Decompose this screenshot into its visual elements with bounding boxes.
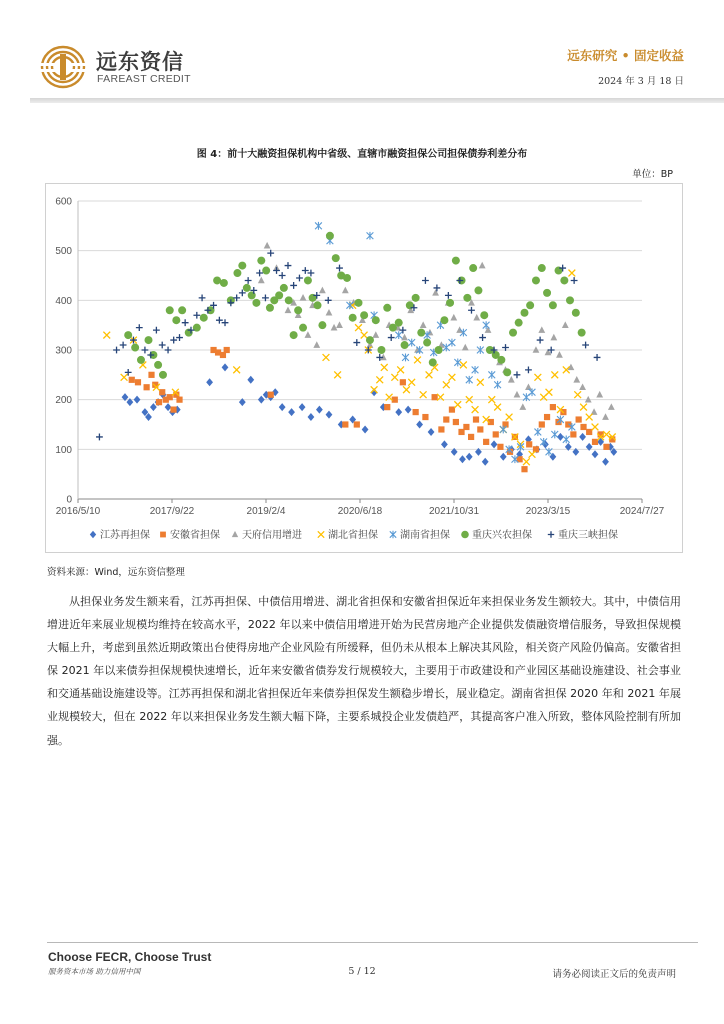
data-point-series-2 (392, 397, 398, 403)
data-point-series-4 (477, 379, 484, 386)
data-point-series-5 (523, 393, 530, 401)
data-point-series-6 (503, 368, 511, 376)
data-point-series-1 (428, 428, 435, 436)
data-point-series-6 (154, 361, 162, 369)
data-point-series-5 (402, 354, 409, 362)
legend-label-5: 湖南省担保 (400, 530, 450, 541)
data-point-series-4 (574, 391, 581, 398)
x-tick-label: 2017/9/22 (149, 506, 195, 517)
data-point-series-6 (248, 291, 256, 299)
data-point-series-4 (449, 374, 456, 381)
data-point-series-1 (150, 403, 157, 411)
data-point-series-4 (592, 424, 599, 431)
data-point-series-2 (148, 372, 154, 378)
data-point-series-2 (539, 421, 545, 427)
y-tick-label: 100 (55, 444, 72, 456)
data-point-series-6 (131, 344, 139, 352)
x-tick-label: 2023/3/15 (525, 506, 571, 517)
data-point-series-2 (443, 416, 449, 422)
legend-marker-5 (390, 531, 396, 538)
data-point-series-6 (294, 306, 302, 314)
data-point-series-5 (488, 371, 495, 379)
data-point-series-2 (570, 431, 576, 437)
data-point-series-3 (342, 287, 349, 294)
data-point-series-4 (534, 374, 541, 381)
legend-label-6: 重庆兴农担保 (472, 530, 532, 541)
data-point-series-3 (556, 351, 563, 358)
data-point-series-6 (220, 279, 228, 287)
data-point-series-3 (519, 403, 526, 410)
data-point-series-7 (594, 354, 601, 361)
data-point-series-3 (319, 287, 326, 294)
data-point-series-6 (243, 284, 251, 292)
legend-label-3: 天府信用增进 (242, 530, 302, 541)
data-point-series-7 (96, 434, 103, 441)
data-point-series-6 (326, 232, 334, 240)
data-point-series-3 (450, 314, 457, 321)
data-point-series-5 (449, 339, 456, 347)
data-point-series-7 (159, 342, 166, 349)
data-point-series-6 (395, 319, 403, 327)
data-point-series-6 (275, 291, 283, 299)
data-point-series-6 (578, 329, 586, 337)
data-point-series-3 (300, 294, 307, 301)
data-point-series-7 (571, 277, 578, 284)
legend-label-2: 安徽省担保 (170, 530, 220, 541)
data-point-series-2 (354, 421, 360, 427)
data-point-series-2 (483, 439, 489, 445)
header-divider (30, 98, 724, 103)
data-point-series-4 (361, 332, 368, 339)
data-point-series-1 (326, 411, 333, 419)
data-point-series-4 (546, 389, 553, 396)
data-point-series-7 (113, 347, 120, 354)
data-point-series-1 (206, 378, 213, 386)
data-point-series-7 (479, 334, 486, 341)
data-point-series-7 (388, 334, 395, 341)
data-point-series-2 (268, 392, 274, 398)
data-point-series-6 (145, 336, 153, 344)
data-point-series-2 (342, 421, 348, 427)
footer-tagline: 服务资本市场 助力信用中国 (48, 967, 141, 976)
data-point-series-6 (435, 346, 443, 354)
data-point-series-1 (258, 396, 265, 404)
data-point-series-7 (525, 366, 532, 373)
data-point-series-4 (376, 376, 383, 383)
data-point-series-3 (479, 262, 486, 269)
data-point-series-6 (159, 371, 167, 379)
data-point-series-6 (474, 286, 482, 294)
data-point-series-7 (468, 307, 475, 314)
data-point-series-6 (401, 341, 409, 349)
data-point-series-2 (453, 419, 459, 425)
data-point-series-2 (129, 377, 135, 383)
data-point-series-4 (403, 386, 410, 393)
data-point-series-3 (514, 391, 521, 398)
data-point-series-6 (166, 306, 174, 314)
data-point-series-6 (452, 257, 460, 265)
data-point-series-6 (280, 284, 288, 292)
x-tick-label: 2020/6/18 (337, 506, 383, 517)
data-point-series-7 (165, 347, 172, 354)
data-point-series-6 (515, 319, 523, 327)
data-point-series-6 (372, 316, 380, 324)
data-point-series-7 (582, 342, 589, 349)
data-point-series-6 (509, 329, 517, 337)
data-point-series-1 (308, 413, 315, 421)
data-point-series-1 (416, 421, 423, 429)
data-point-series-6 (521, 309, 529, 317)
data-point-series-2 (533, 446, 539, 452)
legend-label-7: 重庆三峡担保 (558, 530, 618, 541)
data-point-series-3 (608, 403, 615, 410)
data-point-series-3 (573, 376, 580, 383)
data-point-series-2 (580, 424, 586, 430)
data-point-series-7 (136, 324, 143, 331)
data-point-series-5 (500, 426, 507, 434)
data-point-series-6 (349, 314, 357, 322)
data-point-series-7 (285, 262, 292, 269)
data-point-series-2 (438, 426, 444, 432)
data-point-series-2 (521, 466, 527, 472)
data-point-series-2 (526, 441, 532, 447)
data-point-series-3 (264, 242, 271, 249)
data-point-series-7 (142, 347, 149, 354)
data-point-series-6 (538, 264, 546, 272)
data-point-series-6 (566, 296, 574, 304)
data-point-series-4 (397, 366, 404, 373)
data-point-series-4 (334, 371, 341, 378)
y-tick-label: 400 (55, 295, 72, 307)
data-point-series-6 (532, 276, 540, 284)
data-point-series-1 (441, 440, 448, 448)
data-point-series-7 (193, 312, 200, 319)
data-point-series-7 (245, 277, 252, 284)
data-point-series-4 (381, 364, 388, 371)
spread-scatter-chart (45, 183, 683, 553)
data-point-series-2 (473, 416, 479, 422)
data-point-series-2 (493, 431, 499, 437)
data-point-series-1 (222, 363, 229, 371)
data-point-series-7 (353, 339, 360, 346)
data-point-series-6 (304, 276, 312, 284)
data-point-series-4 (603, 431, 610, 438)
data-point-series-2 (477, 426, 483, 432)
data-point-series-7 (422, 277, 429, 284)
data-point-series-3 (401, 334, 408, 341)
data-point-series-7 (176, 334, 183, 341)
data-point-series-5 (494, 381, 501, 389)
data-point-series-1 (592, 450, 599, 458)
data-point-series-4 (323, 354, 330, 361)
data-point-series-6 (266, 304, 274, 312)
data-point-series-6 (366, 336, 374, 344)
data-point-series-1 (459, 455, 466, 463)
data-point-series-3 (372, 331, 379, 338)
section-title: 远东研究 • 固定收益 (567, 48, 684, 63)
data-point-series-5 (563, 436, 570, 444)
legend-marker-3 (232, 531, 238, 537)
data-point-series-6 (238, 262, 246, 270)
brand-name-english: FAREAST CREDIT (97, 73, 191, 85)
data-point-series-6 (318, 321, 326, 329)
data-point-series-4 (233, 366, 240, 373)
data-point-series-2 (497, 444, 503, 450)
data-point-series-5 (408, 339, 415, 347)
legend-marker-2 (160, 532, 166, 538)
data-point-series-7 (279, 272, 286, 279)
legend-label-4: 湖北省担保 (328, 530, 378, 541)
data-point-series-2 (224, 347, 230, 353)
data-point-series-1 (579, 433, 586, 441)
data-point-series-3 (326, 309, 333, 316)
data-point-series-7 (325, 297, 332, 304)
data-point-series-7 (399, 327, 406, 334)
data-point-series-2 (400, 379, 406, 385)
data-point-series-2 (156, 399, 162, 405)
data-point-series-4 (506, 414, 513, 421)
data-point-series-3 (473, 314, 480, 321)
data-point-series-6 (429, 358, 437, 366)
data-point-series-4 (454, 401, 461, 408)
data-point-series-6 (549, 301, 557, 309)
y-tick-label: 0 (66, 494, 72, 506)
figure-title: 图 4：前十大融资担保机构中省级、直辖市融资担保公司担保债券利差分布 (196, 149, 528, 160)
data-point-series-6 (299, 324, 307, 332)
data-point-series-4 (529, 451, 536, 458)
data-point-series-1 (395, 408, 402, 416)
y-tick-label: 200 (55, 395, 72, 407)
page-number: 5 / 12 (348, 966, 376, 977)
data-point-series-3 (596, 391, 603, 398)
data-point-series-3 (508, 376, 515, 383)
data-point-series-2 (565, 421, 571, 427)
data-point-series-1 (299, 403, 306, 411)
data-point-series-3 (562, 321, 569, 328)
legend-label-1: 江苏再担保 (100, 530, 150, 541)
data-point-series-3 (538, 326, 545, 333)
data-point-series-4 (568, 270, 575, 277)
data-point-series-6 (463, 294, 471, 302)
data-point-series-6 (572, 309, 580, 317)
y-tick-label: 500 (55, 246, 72, 258)
data-point-series-1 (500, 453, 507, 461)
data-point-series-4 (523, 458, 530, 465)
data-point-series-5 (367, 232, 374, 240)
data-point-series-6 (417, 329, 425, 337)
data-point-series-4 (472, 406, 479, 413)
data-point-series-7 (170, 337, 177, 344)
data-point-series-2 (544, 414, 550, 420)
x-tick-label: 2024/7/27 (619, 506, 665, 517)
data-point-series-6 (469, 264, 477, 272)
data-point-series-1 (602, 458, 609, 466)
data-point-series-6 (262, 267, 270, 275)
y-tick-label: 600 (55, 196, 72, 208)
data-point-series-4 (103, 332, 110, 339)
data-point-series-6 (343, 274, 351, 282)
data-point-series-6 (137, 356, 145, 364)
data-point-series-7 (336, 265, 343, 272)
data-point-series-6 (480, 311, 488, 319)
data-point-series-7 (445, 292, 452, 299)
footer-slogan: Choose FECR, Choose Trust (48, 950, 212, 964)
data-point-series-6 (440, 316, 448, 324)
data-point-series-1 (491, 440, 498, 448)
data-point-series-2 (384, 404, 390, 410)
data-point-series-2 (413, 409, 419, 415)
disclaimer-link[interactable]: 请务必阅读正文后的免责声明 (552, 969, 676, 980)
data-point-series-1 (134, 396, 141, 404)
data-point-series-2 (550, 404, 556, 410)
body-paragraph: 从担保业务发生额来看，江苏再担保、中债信用增进、湖北省担保和安徽省担保近年来担保业务发生额较大。其中，中债信用增进近年来展业规模均维持在较高水平，2022 年以来中债信用增进开始为民营房地产企业提供发债融资增信服务，导致担保规模大幅上升，考虑到虽然近期政策出台使得房地产企业风险有所缓释，但仍未从根本上解决其风险，相关资产风险仍偏高。安徽省担保 2021 年以来债券担保规模快速增长，近年来安徽省债券发行规模较大，主要用于市政建设和产业园区基础设施建设、社会事业和交通基础设施建设等。江苏再担保和湖北省担保近年来债券担保发生额稳步增长，展业稳定。湖南省担保 2020 年和 2021 年展业规模较大，但在 2022 年以来担保业务发生额大幅下降，主要系城投企业发债趋严，其提高客户准入所致，整体风险控制有所加强。 (47, 595, 681, 747)
data-point-series-3 (285, 306, 292, 313)
legend-marker-4 (318, 531, 324, 537)
data-point-series-2 (463, 424, 469, 430)
data-point-series-3 (258, 277, 265, 284)
source-note: 资料来源：Wind，远东资信整理 (47, 567, 185, 578)
data-point-series-7 (120, 342, 127, 349)
data-point-series-2 (468, 434, 474, 440)
data-point-series-6 (252, 299, 260, 307)
data-point-series-7 (290, 282, 297, 289)
data-point-series-4 (494, 404, 501, 411)
data-point-series-2 (576, 416, 582, 422)
data-point-series-4 (391, 374, 398, 381)
legend-marker-6 (461, 531, 469, 539)
data-point-series-5 (529, 388, 536, 396)
data-point-series-6 (285, 296, 293, 304)
data-point-series-5 (472, 366, 479, 374)
data-point-series-7 (514, 371, 521, 378)
data-point-series-4 (355, 324, 362, 331)
data-point-series-4 (586, 414, 593, 421)
data-point-series-4 (443, 381, 450, 388)
data-point-series-5 (534, 428, 541, 436)
data-point-series-2 (432, 394, 438, 400)
data-point-series-5 (551, 431, 558, 439)
data-point-series-1 (405, 406, 412, 414)
data-point-series-6 (526, 301, 534, 309)
data-point-series-4 (551, 371, 558, 378)
data-point-series-6 (172, 316, 180, 324)
data-point-series-5 (395, 331, 402, 339)
data-point-series-1 (316, 406, 323, 414)
data-point-series-7 (256, 270, 263, 277)
data-point-series-5 (466, 376, 473, 384)
data-point-series-3 (336, 321, 343, 328)
data-point-series-2 (603, 444, 609, 450)
data-point-series-7 (273, 267, 280, 274)
data-point-series-4 (414, 357, 421, 364)
data-point-series-6 (233, 269, 241, 277)
data-point-series-4 (408, 379, 415, 386)
footer-divider (47, 942, 698, 943)
data-point-series-1 (482, 458, 489, 466)
data-point-series-5 (315, 222, 322, 230)
unit-label: 单位：BP (632, 169, 673, 180)
x-tick-label: 2016/5/10 (55, 506, 101, 517)
data-point-series-7 (296, 275, 303, 282)
data-point-series-7 (433, 285, 440, 292)
data-point-series-6 (360, 311, 368, 319)
legend-marker-1 (90, 531, 96, 539)
data-point-series-3 (432, 289, 439, 296)
data-point-series-4 (420, 391, 427, 398)
data-point-series-2 (135, 379, 141, 385)
fareast-ring-logo-icon (40, 44, 86, 90)
data-point-series-6 (257, 257, 265, 265)
data-point-series-3 (305, 331, 312, 338)
report-date: 2024 年 3 月 18 日 (598, 76, 684, 87)
data-point-series-3 (420, 321, 427, 328)
data-point-series-6 (383, 304, 391, 312)
data-point-series-1 (247, 376, 254, 384)
data-point-series-1 (288, 408, 295, 416)
data-point-series-6 (124, 331, 132, 339)
data-point-series-6 (446, 299, 454, 307)
data-point-series-6 (412, 294, 420, 302)
data-point-series-6 (377, 346, 385, 354)
data-point-series-6 (423, 339, 431, 347)
data-point-series-3 (602, 413, 609, 420)
data-point-series-6 (543, 289, 551, 297)
data-point-series-1 (466, 453, 473, 461)
data-point-series-6 (200, 314, 208, 322)
data-point-series-6 (560, 276, 568, 284)
data-point-series-4 (580, 404, 587, 411)
data-point-series-4 (426, 371, 433, 378)
data-point-series-6 (290, 331, 298, 339)
data-point-series-7 (537, 337, 544, 344)
data-point-series-7 (182, 319, 189, 326)
x-tick-label: 2021/10/31 (428, 506, 480, 517)
data-point-series-3 (313, 341, 320, 348)
data-point-series-5 (546, 448, 553, 456)
data-point-series-3 (579, 383, 586, 390)
data-point-series-2 (422, 414, 428, 420)
data-point-series-7 (153, 327, 160, 334)
data-point-series-6 (497, 356, 505, 364)
data-point-series-3 (550, 334, 557, 341)
x-tick-label: 2019/2/4 (246, 506, 286, 517)
data-point-series-5 (483, 321, 490, 329)
data-point-series-4 (121, 374, 128, 381)
data-point-series-6 (314, 301, 322, 309)
data-point-series-3 (462, 344, 469, 351)
legend-marker-7 (548, 531, 554, 537)
y-tick-label: 300 (55, 345, 72, 357)
data-point-series-1 (362, 425, 369, 433)
data-point-series-1 (279, 403, 286, 411)
data-point-series-6 (332, 254, 340, 262)
data-point-series-2 (170, 407, 176, 413)
data-point-series-2 (144, 384, 150, 390)
data-point-series-2 (176, 397, 182, 403)
data-point-series-6 (354, 299, 362, 307)
data-point-series-6 (178, 306, 186, 314)
data-point-series-3 (331, 324, 338, 331)
brand-name: 远东资信 (96, 50, 184, 74)
